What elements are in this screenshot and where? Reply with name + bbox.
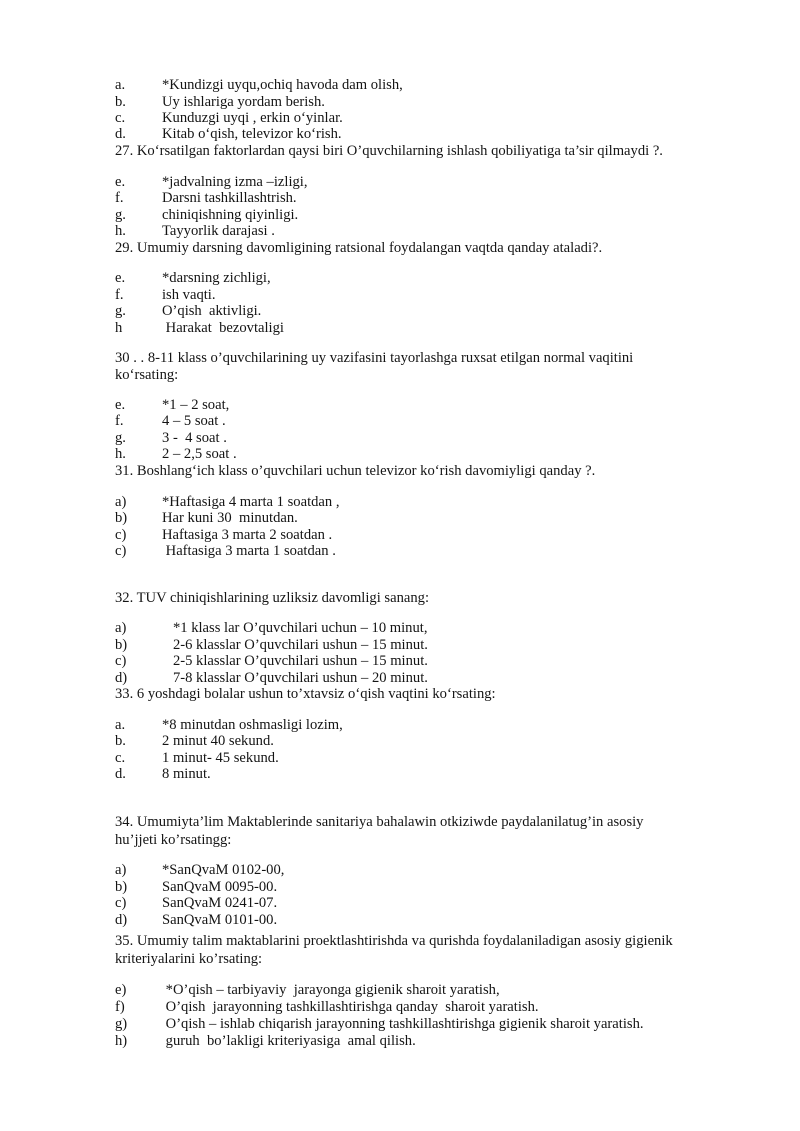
option-text: O’qish jarayonning tashkillashtirishga qanday sharoit yaratish. [162,999,539,1015]
option-text: *Haftasiga 4 marta 1 soatdan , [162,494,340,510]
option-text: ish vaqti. [162,287,216,303]
option-label: e. [115,397,126,413]
option-text: *1 – 2 soat, [162,397,230,413]
question-text: kriteriyalarini ko’rsating: [115,951,263,967]
option-text: Haftasiga 3 marta 1 soatdan . [162,543,336,559]
option-text: *SanQvaM 0102-00, [162,862,285,878]
option-text: 7-8 klasslar O’quvchilari ushun – 20 minut. [162,670,428,686]
option-label: c) [115,527,127,543]
question-text: 29. Umumiy darsning davomligining ratsional foydalangan vaqtda qanday ataladi?. [115,240,603,256]
question-text: 27. Ko‘rsatilgan faktorlardan qaysi biri O’quvchilarning ishlash qobiliyatiga ta’sir qilmaydi ?. [115,143,663,159]
option-label: b) [115,510,128,526]
option-label: c. [115,110,126,126]
option-label: e. [115,270,126,286]
question-text: 32. TUV chiniqishlarining uzliksiz davomligi sanang: [115,590,430,606]
option-label: e. [115,174,126,190]
question-text: 33. 6 yoshdagi bolalar ushun to’xtavsiz o‘qish vaqtini ko‘rsating: [115,686,496,702]
option-label: g) [115,1016,128,1032]
option-text: Haftasiga 3 marta 2 soatdan . [162,527,333,543]
option-text: O’qish aktivligi. [162,303,262,319]
option-label: d. [115,766,126,782]
option-text: Uy ishlariga yordam berish. [162,94,325,110]
option-text: 2 minut 40 sekund. [162,733,274,749]
option-label: f. [115,190,124,206]
option-label: b) [115,879,128,895]
question-text: 31. Boshlang‘ich klass o’quvchilari uchun televizor ko‘rish davomiyligi qanday ?. [115,463,596,479]
option-label: h. [115,446,126,462]
option-label: c) [115,653,127,669]
question-text: 35. Umumiy talim maktablarini proektlashtirishda va qurishda foydalaniladigan asosiy gigienik [115,933,673,949]
option-text: 2 – 2,5 soat . [162,446,237,462]
option-label: b. [115,733,126,749]
option-text: *O’qish – tarbiyaviy jarayonga gigienik sharoit yaratish, [162,982,500,998]
option-text: 4 – 5 soat . [162,413,226,429]
option-text: *8 minutdan oshmasligi lozim, [162,717,343,733]
option-text: Kitab o‘qish, televizor ko‘rish. [162,126,342,142]
option-label: a) [115,862,127,878]
option-label: c) [115,543,127,559]
option-label: g. [115,430,126,446]
option-text: Harakat bezovtaligi [162,320,284,336]
option-text: 3 - 4 soat . [162,430,227,446]
option-label: g. [115,303,126,319]
option-label: d) [115,912,128,928]
option-label: a. [115,77,126,93]
option-label: h. [115,223,126,239]
question-text: 34. Umumiyta’lim Maktablerinde sanitariya bahalawin otkiziwde paydalanilatug’in asosiy [115,814,644,830]
option-text: 2-6 klasslar O’quvchilari ushun – 15 minut. [162,637,428,653]
option-text: 2-5 klasslar O’quvchilari ushun – 15 minut. [162,653,428,669]
option-label: d. [115,126,126,142]
option-label: g. [115,207,126,223]
option-text: *Kundizgi uyqu,ochiq havoda dam olish, [162,77,403,93]
option-label: h [115,320,123,336]
option-label: f) [115,999,125,1015]
option-text: guruh bo’lakligi kriteriyasiga amal qilish. [162,1033,416,1049]
option-label: c. [115,750,126,766]
option-text: chiniqishning qiyinligi. [162,207,299,223]
option-label: a. [115,717,126,733]
option-text: *darsning zichligi, [162,270,271,286]
option-text: SanQvaM 0095-00. [162,879,278,895]
option-label: a) [115,620,127,636]
option-text: Tayyorlik darajasi . [162,223,275,239]
option-label: f. [115,413,124,429]
option-label: a) [115,494,127,510]
question-text: hu’jjeti ko’rsatingg: [115,832,232,848]
option-label: e) [115,982,127,998]
option-text: *jadvalning izma –izligi, [162,174,308,190]
option-text: *1 klass lar O’quvchilari uchun – 10 minut, [162,620,428,636]
question-text: ko‘rsating: [115,367,179,383]
option-text: SanQvaM 0241-07. [162,895,278,911]
option-text: 1 minut- 45 sekund. [162,750,279,766]
option-text: Har kuni 30 minutdan. [162,510,298,526]
option-text: SanQvaM 0101-00. [162,912,278,928]
option-text: Kunduzgi uyqi , erkin o‘yinlar. [162,110,343,126]
option-label: b. [115,94,126,110]
option-label: f. [115,287,124,303]
option-label: c) [115,895,127,911]
option-text: O’qish – ishlab chiqarish jarayonning tashkillashtirishga gigienik sharoit yaratish. [162,1016,644,1032]
question-text: 30 . . 8-11 klass o’quvchilarining uy vazifasini tayorlashga ruxsat etilgan normal vaqitini [115,350,634,366]
option-text: 8 minut. [162,766,211,782]
option-label: b) [115,637,128,653]
option-label: d) [115,670,128,686]
option-text: Darsni tashkillashtrish. [162,190,297,206]
option-label: h) [115,1033,128,1049]
